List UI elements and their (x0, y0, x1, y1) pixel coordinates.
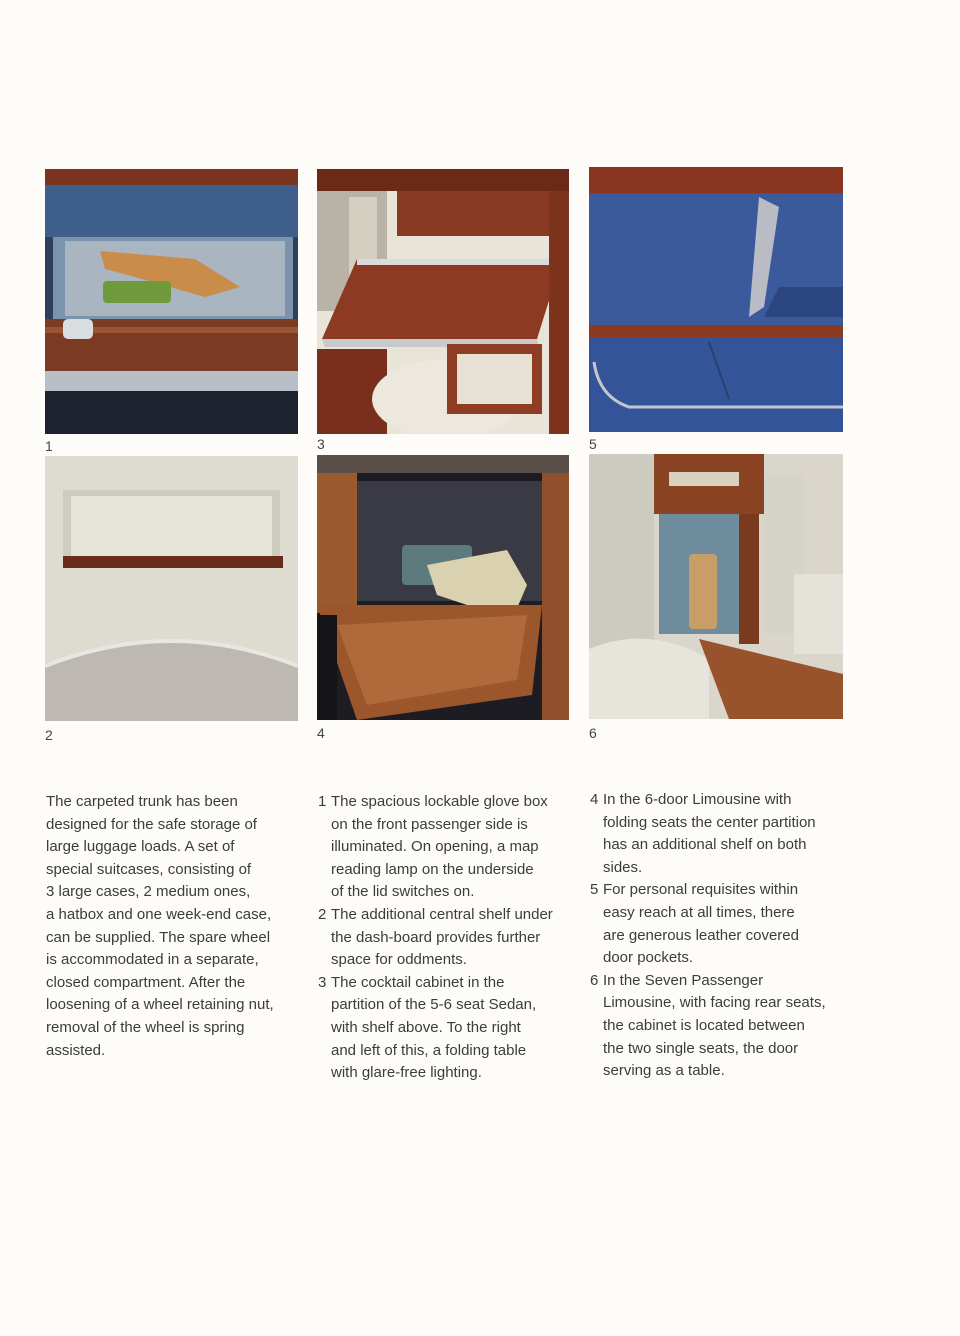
photo-number: 3 (317, 436, 325, 452)
caption-line: For personal requisites within (603, 881, 799, 899)
caption-line: door pockets. (603, 949, 694, 967)
caption-item (318, 972, 580, 1085)
caption-item (318, 791, 580, 904)
photo-number: 1 (45, 438, 53, 454)
caption-line: partition of the 5-6 seat Sedan, (331, 996, 537, 1014)
caption-line: with glare-free lighting. (331, 1064, 482, 1082)
caption-line: reading lamp on the underside (331, 860, 534, 878)
intro-line: special suitcases, consisting of (46, 860, 252, 878)
caption-line: The spacious lockable glove box (331, 793, 548, 810)
caption-line: the two single seats, the door (603, 1039, 799, 1057)
caption-number: 4 (590, 791, 599, 808)
intro-line: 3 large cases, 2 medium ones, (46, 883, 251, 901)
photo-folding-table (317, 169, 569, 434)
caption-line: serving as a table. (603, 1062, 725, 1080)
caption-line: In the 6-door Limousine with (603, 791, 792, 808)
caption-item (318, 904, 580, 972)
captions-column-right (590, 789, 852, 1083)
intro-text (46, 791, 306, 1062)
intro-line: designed for the safe storage of (46, 815, 257, 833)
caption-line: folding seats the center partition (603, 813, 816, 831)
caption-number: 3 (318, 973, 327, 991)
caption-line: The cocktail cabinet in the (331, 973, 505, 991)
caption-line: has an additional shelf on both (603, 836, 807, 854)
caption-line: and left of this, a folding table (331, 1041, 527, 1059)
caption-line: space for oddments. (331, 951, 467, 969)
caption-number: 1 (318, 793, 327, 810)
intro-line: large luggage loads. A set of (46, 838, 235, 856)
caption-line: of the lid switches on. (331, 883, 475, 901)
intro-line: The carpeted trunk has been (46, 793, 238, 810)
photo-number: 5 (589, 436, 597, 452)
photo-cocktail-cabinet (317, 455, 569, 720)
photo-door-pocket (589, 167, 843, 432)
caption-item (590, 789, 852, 879)
caption-number: 2 (318, 905, 327, 923)
intro-line: closed compartment. After the (46, 973, 246, 991)
caption-line: on the front passenger side is (331, 815, 528, 833)
caption-line: the cabinet is located between (603, 1016, 805, 1034)
photo-number: 2 (45, 727, 53, 743)
caption-line: In the Seven Passenger (603, 971, 764, 989)
photo-limousine-cabinet (589, 454, 843, 719)
photo-number: 6 (589, 725, 597, 741)
caption-line: illuminated. On opening, a map (331, 838, 539, 856)
caption-number: 6 (590, 971, 599, 989)
intro-line: can be supplied. The spare wheel (46, 928, 271, 946)
photo-number: 4 (317, 725, 325, 741)
intro-line: loosening of a wheel retaining nut, (46, 996, 274, 1014)
photo-glove-box (45, 169, 298, 434)
caption-line: sides. (603, 858, 643, 876)
captions-column-middle (318, 791, 580, 1085)
caption-number: 5 (590, 881, 599, 899)
intro-line: a hatbox and one week-end case, (46, 905, 272, 923)
intro-line: assisted. (46, 1041, 106, 1059)
caption-item (590, 970, 852, 1083)
photo-central-shelf (45, 456, 298, 721)
caption-line: The additional central shelf under (331, 905, 553, 923)
caption-line: are generous leather covered (603, 926, 799, 944)
caption-line: easy reach at all times, there (603, 903, 795, 921)
caption-item (590, 879, 852, 969)
caption-line: the dash-board provides further (331, 928, 541, 946)
caption-line: Limousine, with facing rear seats, (603, 994, 826, 1012)
intro-line: removal of the wheel is spring (46, 1018, 245, 1036)
intro-line: is accommodated in a separate, (46, 951, 259, 969)
caption-line: with shelf above. To the right (331, 1018, 521, 1036)
